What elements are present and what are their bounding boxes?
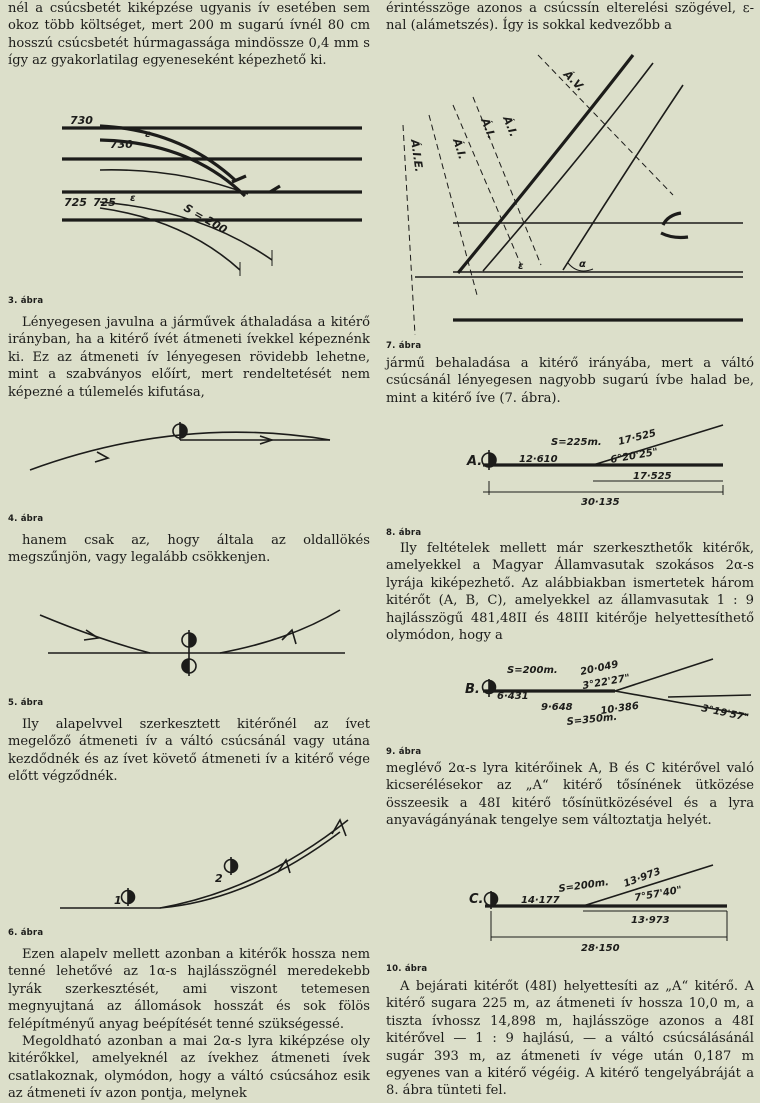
fig8-total: 30·135 (581, 497, 620, 508)
fig8-dim-1: 12·610 (519, 454, 558, 465)
fig7-label-ae: Á.I.E. (408, 138, 426, 173)
fig10-angle: 7°57'40" (633, 884, 683, 904)
figure-10-caption: 10. ábra (386, 964, 428, 974)
figure-8-diagram (383, 415, 760, 530)
figure-3-caption: 3. ábra (8, 296, 44, 306)
figure-7-caption: 7. ábra (386, 341, 422, 351)
fig3-label-725a: 725 (64, 196, 87, 209)
left-paragraph-2: Lényegesen javulna a járművek áthaladása a kitérő irányban, ha a kitérő ívét átmeneti ívekkel képeznénk ki. Ez az átmeneti ív lényegesen rövidebb lehetne, mint a szabványos előírt, mert rendeltetését nem képezné a túlemelés kifutása, (8, 315, 370, 400)
fig7-alpha: α (579, 259, 586, 270)
fig7-label-ai1: Á.I. (450, 136, 470, 162)
fig9-radius-2: S=350m. (566, 711, 618, 728)
left-paragraph-6: Megoldható azonban a mai 2α-s lyra kiképzése oly kitérőkkel, amelyeknél az ívekhez átmeneti ívek csatlakoznak, olymódon, hogy a váltó csúcsához esik az átmeneti ív azon pontja, melynek (8, 1034, 370, 1102)
right-paragraph-3: Ily feltételek mellett már szerkeszthetők kitérők, amelyekkel a Magyar Államvasutak szokásos 2α-s lyrája kiképezhető. Az alábbiakban ismertetek három kitérőt (A, B, C), amelyekkel az államvasutak 1 : 9 hajlásszögű 481,48II és 48III kitérője helyettesíthető olymódon, hogy a (386, 541, 754, 644)
figure-9-diagram (383, 655, 760, 750)
fig9-radius-1: S=200m. (507, 665, 558, 676)
left-paragraph-1: nél a csúcsbetét kiképzése ugyanis ív esetében sem okoz több költséget, mert 200 m sugarú ívnél 80 cm hosszú csúcsbetét húrmagassága mindössze 0,4 mm s így az gyakorlatilag egyeneseként képezhető ki. (8, 1, 370, 69)
fig9-dim-2: 9·648 (541, 702, 573, 713)
fig9-angle-1: 3°22'27" (581, 672, 631, 692)
fig3-label-725b: 725 (93, 196, 116, 209)
figure-7-diagram (383, 45, 760, 335)
fig10-radius: S=200m. (557, 877, 610, 895)
fig3-radius: S = 200 (181, 201, 230, 237)
fig3-label-730b: 730 (110, 138, 133, 151)
fig10-dim-2: 13·973 (622, 866, 663, 890)
right-paragraph-4: meglévő 2α-s lyra kitérőinek A, B és C kitérővel való kicserélésekor az „A“ kitérő tősínének ütközése összeesik a 48I kitérő tősínütközésével és a lyra anyavágányának tengelye sem változtatja helyét. (386, 761, 754, 829)
figure-6-diagram (0, 800, 378, 930)
figure-10-diagram (383, 855, 760, 960)
fig7-label-ai3: Á.I. (500, 114, 521, 139)
figure-5-diagram (0, 590, 378, 690)
fig7-epsilon: ε (518, 261, 524, 272)
fig10-letter: C. (469, 892, 484, 907)
fig8-radius: S=225m. (551, 437, 602, 448)
fig9-letter: B. (465, 682, 480, 697)
figure-5-caption: 5. ábra (8, 698, 44, 708)
fig6-marker-2: 2 (215, 872, 223, 885)
fig7-label-ai2: Á.I. (478, 116, 499, 141)
right-paragraph-5: A bejárati kitérőt (48I) helyettesíti az „A“ kitérő. A kitérő sugara 225 m, az átmeneti ív hossza 10,0 m, a tiszta ívhossz 14,898 m, hajlásszöge azonos a 48I kitérővel — 1 : 9 hajlású, — a váltó csúcsálásánál sugár 393 m, az átmeneti ív vége után 0,187 m egyenes van a kitérő végéig. A kitérő tengelyábráját a 8. ábra tünteti fel. (386, 979, 754, 1099)
left-paragraph-5: Ezen alapelv mellett azonban a kitérők hossza nem tenné lehetővé az 1α-s hajlásszögnél meredekebb lyrák szerkesztését, ami viszont tetemesen megnyujtaná az állomások hosszát és sok fölös felépítményű anyag beépítését tenné szükségessé. (8, 947, 370, 1032)
fig9-angle-2: 3°19'57" (700, 703, 750, 724)
fig9-dim-0: 6·431 (497, 691, 529, 702)
fig8-dim-3: 17·525 (633, 471, 672, 482)
fig3-eps2: ε (130, 193, 136, 204)
fig6-marker-1: 1 (114, 894, 122, 907)
fig10-dim-3: 13·973 (631, 915, 670, 926)
fig9-dim-1: 20·049 (579, 659, 620, 678)
figure-4-caption: 4. ábra (8, 514, 44, 524)
fig10-dim-1: 14·177 (521, 895, 560, 906)
figure-3-diagram (0, 110, 378, 300)
figure-6-caption: 6. ábra (8, 928, 44, 938)
fig7-label-av: Á.V. (560, 67, 587, 95)
right-paragraph-2: jármű behaladása a kitérő irányába, mert a váltó csúcsánál lényegesen nagyobb sugarú ívbe halad be, mint a kitérő íve (7. ábra). (386, 356, 754, 406)
fig10-total: 28·150 (581, 943, 620, 954)
fig8-angle: 6°20'25" (609, 446, 659, 466)
fig9-dim-3: 10·386 (599, 700, 640, 717)
fig3-eps1: ε (145, 129, 151, 140)
left-paragraph-4: Ily alapelvvel szerkesztett kitérőnél az ívet megelőző átmeneti ív a váltó csúcsánál vagy utána kezdődnék és az ívet követő átmeneti ív a kitérő vége előtt végződnék. (8, 717, 370, 785)
left-paragraph-3: hanem csak az, hogy általa az oldallökés megszűnjön, vagy legalább csökkenjen. (8, 533, 370, 566)
figure-8-caption: 8. ábra (386, 528, 422, 538)
right-paragraph-1: érintésszöge azonos a csúcssín elterelési szögével, ε-nal (alámetszés). Így is sokkal kedvezőbb a (386, 1, 754, 34)
figure-9-caption: 9. ábra (386, 747, 422, 757)
fig8-letter: A. (467, 454, 483, 469)
fig8-dim-2: 17·525 (617, 427, 658, 448)
fig3-label-730a: 730 (70, 114, 93, 127)
figure-4-diagram (0, 410, 378, 510)
